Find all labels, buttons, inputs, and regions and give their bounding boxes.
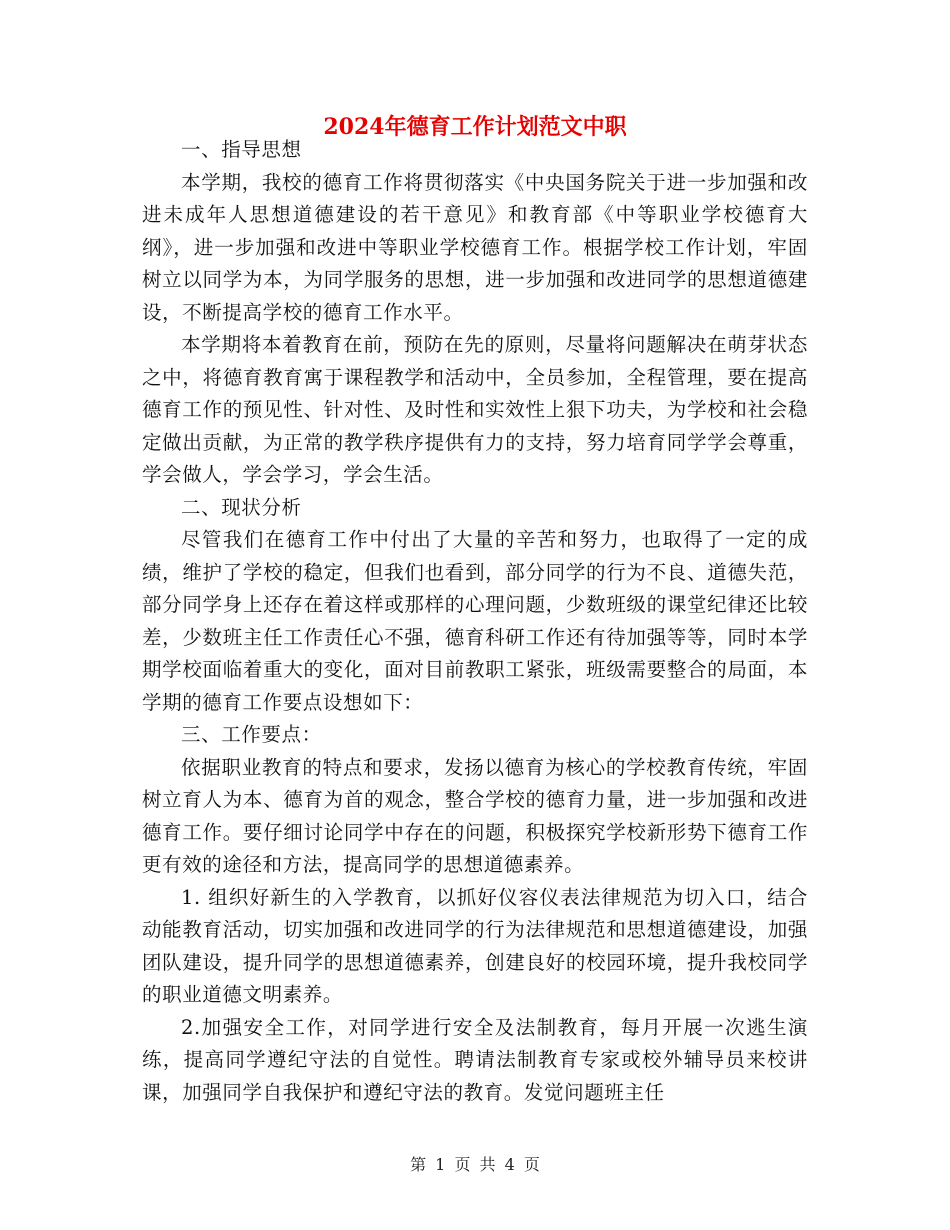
list-item-2: 2.加强安全工作，对同学进行安全及法制教育，每月开展一次逃生演练，提高同学遵纪守法的自觉性。聘请法制教育专家或校外辅导员来校讲课，加强同学自我保护和遵纪守法的教育。发觉问题班主任: [142, 1015, 808, 1104]
body-paragraph: 本学期，我校的德育工作将贯彻落实《中央国务院关于进一步加强和改进未成年人思想道德建设的若干意见》和教育部《中等职业学校德育大纲》，进一步加强和改进中等职业学校德育工作。根据学校工作计划，牢固树立以同学为本，为同学服务的思想，进一步加强和改进同学的思想道德建设，不断提高学校的德育工作水平。: [142, 170, 808, 324]
list-item-1: 1. 组织好新生的入学教育，以抓好仪容仪表法律规范为切入口，结合动能教育活动，切实加强和改进同学的行为法律规范和思想道德建设，加强团队建设，提升同学的思想道德素养，创建良好的校园环境，提升我校同学的职业道德文明素养。: [142, 885, 808, 1006]
document-body: [142, 134, 808, 1109]
body-paragraph: 依据职业教育的特点和要求，发扬以德育为核心的学校教育传统，牢固树立育人为本、德育为首的观念，整合学校的德育力量，进一步加强和改进德育工作。要仔细讨论同学中存在的问题，积极探究学校新形势下德育工作更有效的途径和方法，提高同学的思想道德素养。: [142, 755, 808, 876]
section-heading-guiding-ideology: 一、指导思想: [181, 138, 302, 161]
document-title: 2024年德育工作计划范文中职: [323, 114, 627, 140]
body-paragraph: 尽管我们在德育工作中付出了大量的辛苦和努力，也取得了一定的成绩，维护了学校的稳定，但我们也看到，部分同学的行为不良、道德失范，部分同学身上还存在着这样或那样的心理问题，少数班级的课堂纪律还比较差，少数班主任工作责任心不强，德育科研工作还有待加强等等，同时本学期学校面临着重大的变化，面对目前教职工紧张，班级需要整合的局面，本学期的德育工作要点设想如下：: [142, 528, 808, 714]
section-heading-status-analysis: 二、现状分析: [181, 495, 302, 519]
body-paragraph: 本学期将本着教育在前，预防在先的原则，尽量将问题解决在萌芽状态之中，将德育教育寓于课程教学和活动中，全员参加，全程管理，要在提高德育工作的预见性、针对性、及时性和实效性上狠下功夫，为学校和社会稳定做出贡献，为正常的教学秩序提供有力的支持，努力培育同学学会尊重，学会做人，学会学习，学会生活。: [142, 333, 808, 486]
section-heading-work-points: 三、工作要点：: [181, 723, 322, 746]
page-footer: 第 1 页 共 4 页: [410, 1155, 540, 1174]
